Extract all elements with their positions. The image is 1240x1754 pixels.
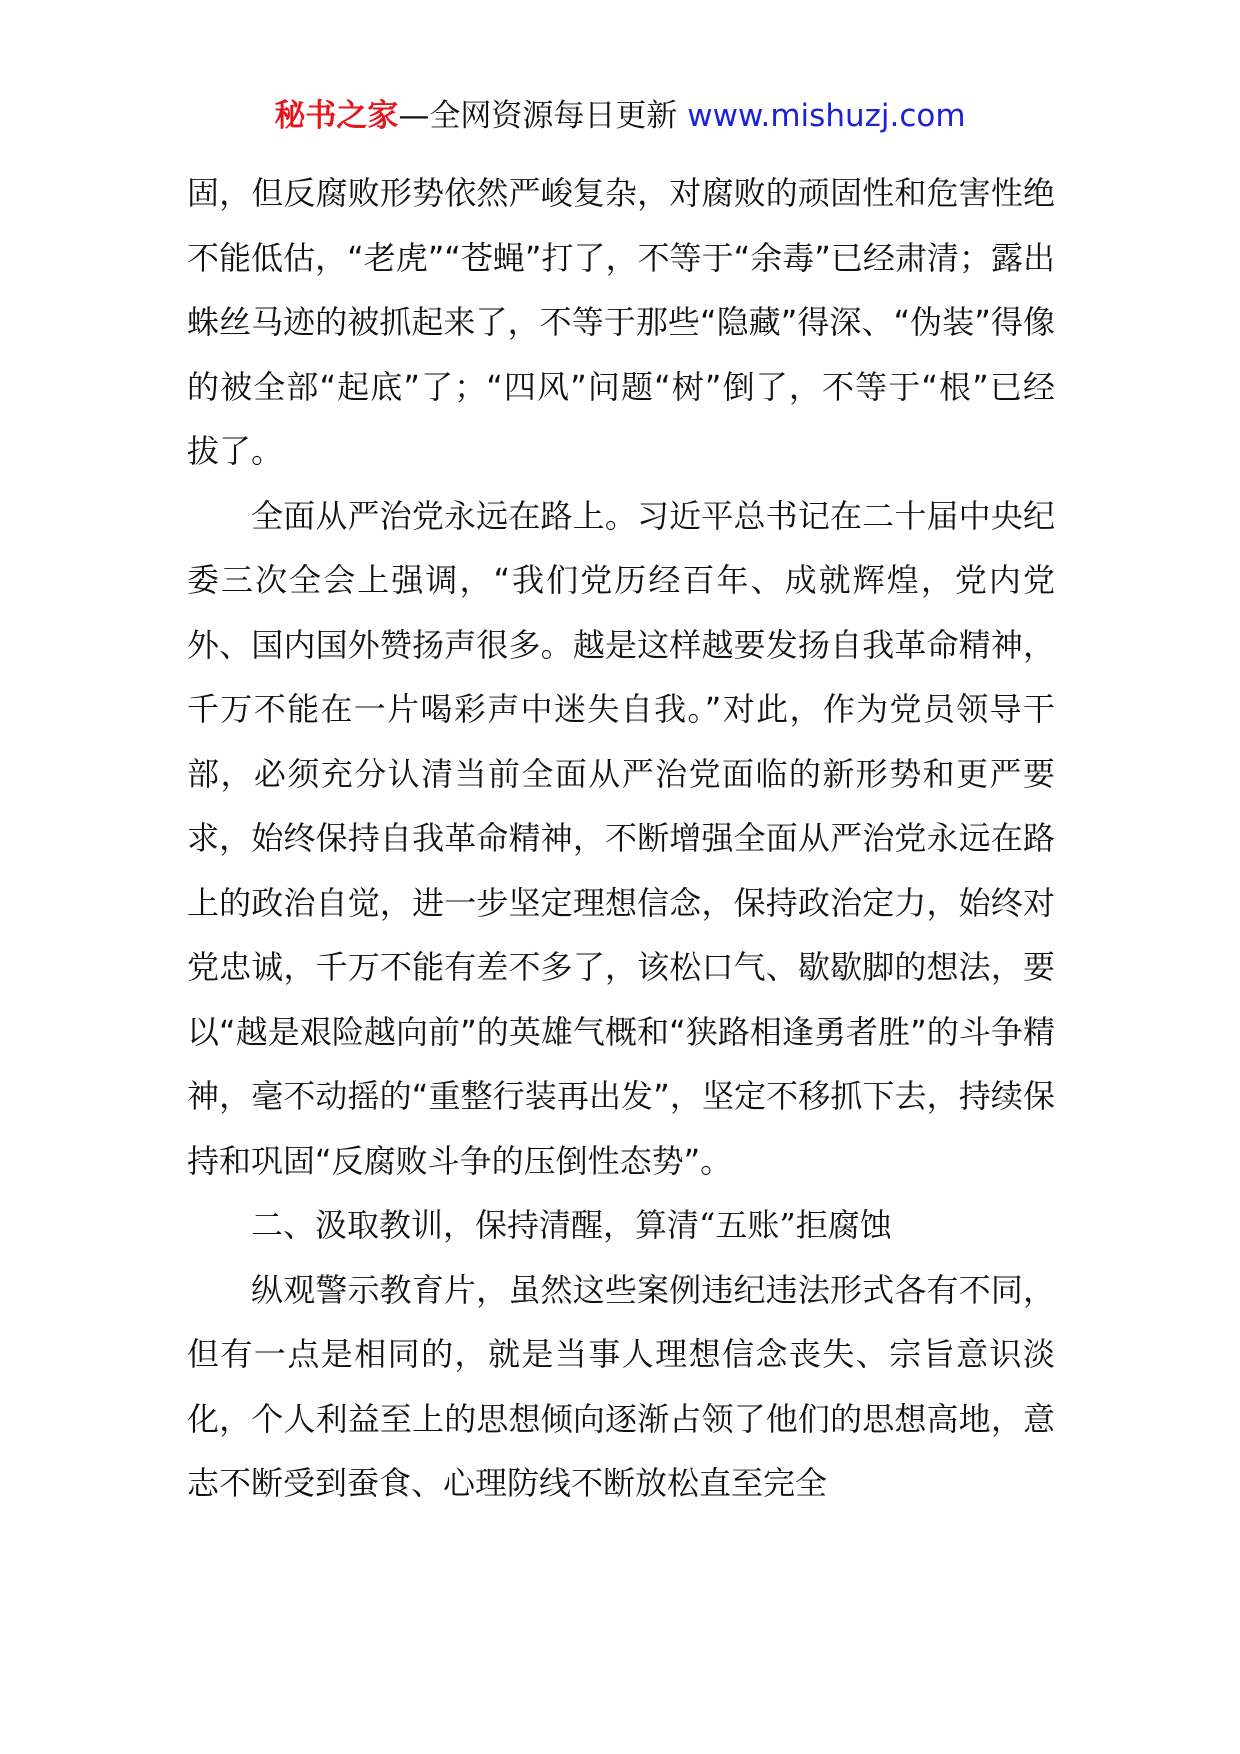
page-header	[0, 96, 1240, 136]
paragraph-party-governance: 全面从严治党永远在路上。习近平总书记在二十届中央纪委三次全会上强调，“我们党历经百年、成就辉煌，党内党外、国内国外赞扬声很多。越是这样越要发扬自我革命精神，千万不能在一片喝彩声中迷失自我。”对此，作为党员领导干部，必须充分认清当前全面从严治党面临的新形势和更严要求，始终保持自我革命精神，不断增强全面从严治党永远在路上的政治自觉，进一步坚定理想信念，保持政治定力，始终对党忠诚，千万不能有差不多了，该松口气、歇歇脚的想法，要以“越是艰险越向前”的英雄气概和“狭路相逢勇者胜”的斗争精神，毫不动摇的“重整行装再出发”，坚定不移抓下去，持续保持和巩固“反腐败斗争的压倒性态势”。	[187, 496, 1055, 1180]
paragraph-warning-education: 纵观警示教育片，虽然这些案例违纪违法形式各有不同，但有一点是相同的，就是当事人理想信念丧失、宗旨意识淡化，个人利益至上的思想倾向逐渐占领了他们的思想高地，意志不断受到蚕食、心理防线不断放松直至完全	[187, 1270, 1055, 1502]
document-body	[187, 161, 1055, 1516]
paragraph-continuation: 固，但反腐败形势依然严峻复杂，对腐败的顽固性和危害性绝不能低估，“老虎”“苍蝇”打了，不等于“余毒”已经肃清；露出蛛丝马迹的被抓起来了，不等于那些“隐藏”得深、“伪装”得像的被全部“起底”了；“四风”问题“树”倒了，不等于“根”已经拔了。	[187, 174, 1055, 470]
site-brand: 秘书之家	[274, 98, 399, 134]
site-slogan: —全网资源每日更新	[398, 98, 678, 134]
site-url-link[interactable]: www.mishuzj.com	[687, 98, 966, 134]
section-heading: 二、汲取教训，保持清醒，算清“五账”拒腐蚀	[251, 1206, 892, 1244]
